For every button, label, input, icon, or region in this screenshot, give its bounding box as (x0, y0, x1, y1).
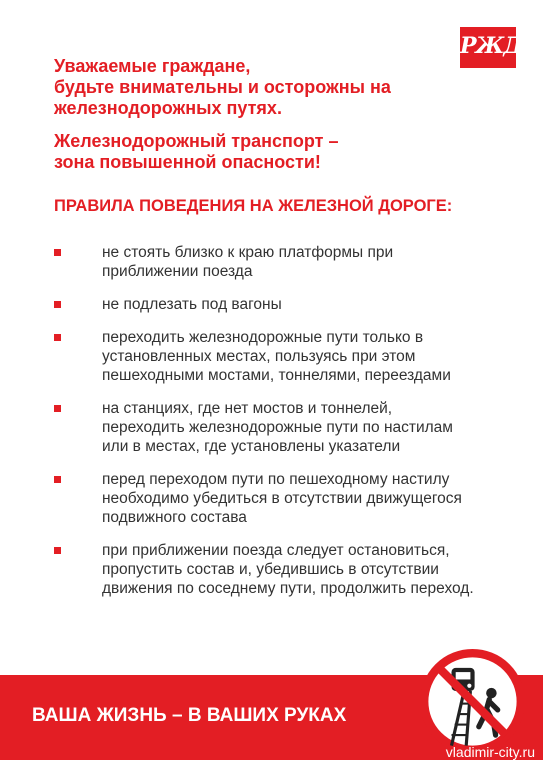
logo-text: РЖД (460, 33, 522, 59)
rule-item (54, 295, 474, 314)
bullet-square-icon (54, 405, 61, 412)
rule-text: не стоять близко к краю платформы при приближении поезда (102, 244, 394, 280)
rzd-logo (460, 27, 522, 68)
bullet-square-icon (54, 476, 61, 483)
rule-item (54, 399, 474, 456)
rules-list (54, 243, 474, 612)
footer-slogan: ВАША ЖИЗНЬ – В ВАШИХ РУКАХ (32, 705, 347, 726)
rule-text: переходить железнодорожные пути только в установленных местах, пользуясь при этом пешеходными мостами, тоннелями, переездами (102, 329, 451, 384)
rule-text: не подлезать под вагоны (102, 296, 282, 313)
bullet-square-icon (54, 547, 61, 554)
rules-heading: ПРАВИЛА ПОВЕДЕНИЯ НА ЖЕЛЕЗНОЙ ДОРОГЕ: (54, 197, 453, 215)
watermark: vladimir-city.ru (445, 744, 535, 760)
intro-warning: Уважаемые граждане, будьте внимательны и осторожны на железнодорожных путях. (54, 56, 391, 118)
rule-item (54, 328, 474, 385)
rule-item (54, 470, 474, 527)
rule-text: при приближении поезда следует остановиться, пропустить состав и, убедившись в отсутствии движения по соседнему пути, продолжить переход. (102, 542, 474, 597)
rule-item (54, 541, 474, 598)
intro-danger-zone: Железнодорожный транспорт – зона повышенной опасности! (54, 131, 339, 172)
rule-item (54, 243, 474, 281)
bullet-square-icon (54, 334, 61, 341)
no-pedestrians-on-tracks-icon (420, 649, 525, 754)
rule-text: на станциях, где нет мостов и тоннелей, переходить железнодорожные пути по настилам или в местах, где установлены указатели (102, 400, 453, 455)
bullet-square-icon (54, 249, 61, 256)
bullet-square-icon (54, 301, 61, 308)
rule-text: перед переходом пути по пешеходному настилу необходимо убедиться в отсутствии движущегося подвижного состава (102, 471, 462, 526)
